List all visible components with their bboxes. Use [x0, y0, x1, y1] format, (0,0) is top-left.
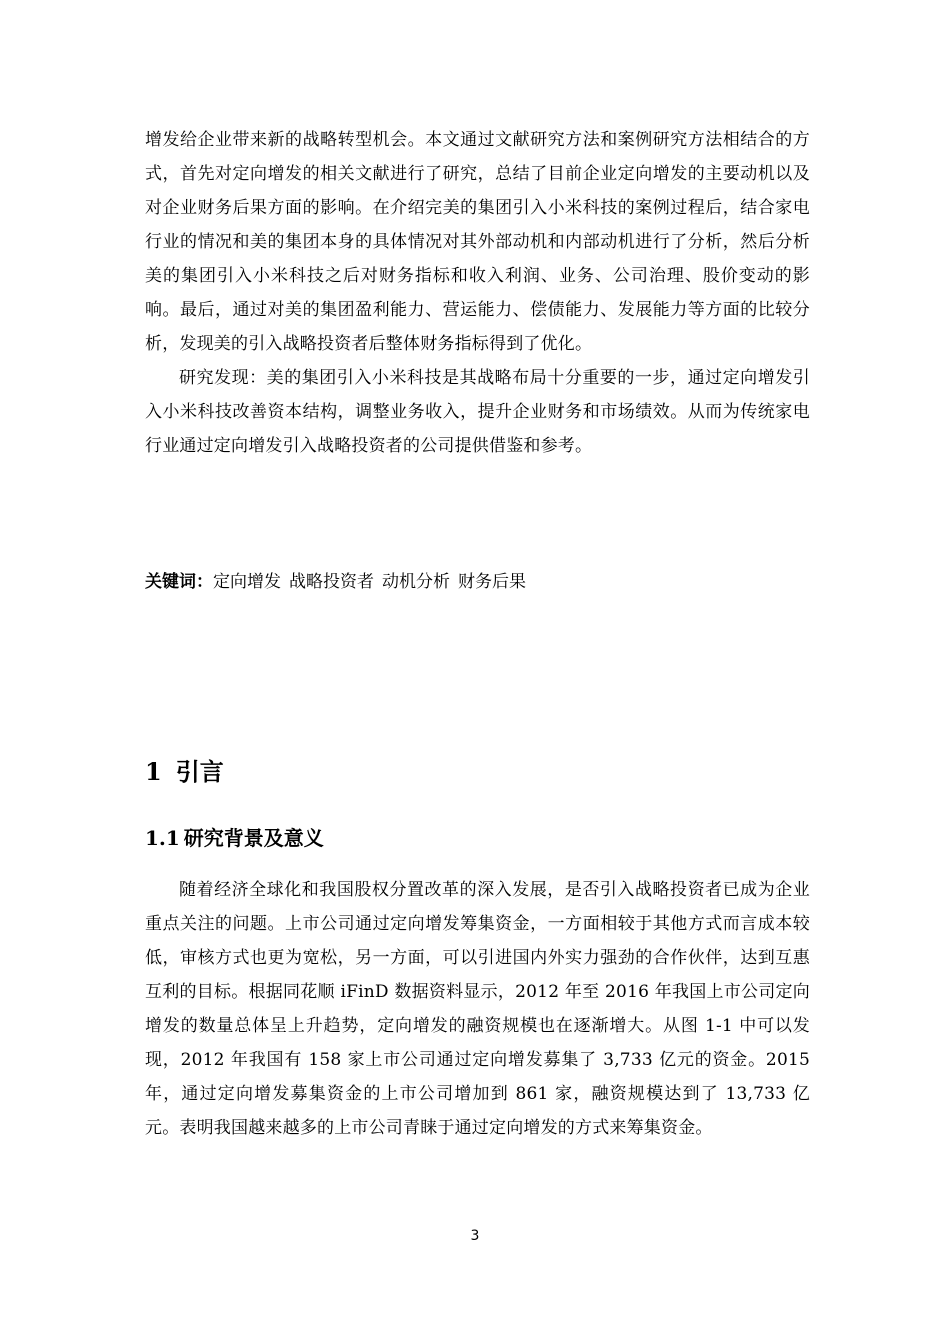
keyword-item: 动机分析: [382, 572, 450, 592]
section-number: 1.1: [145, 826, 180, 850]
keywords-line: [145, 565, 534, 599]
keyword-item: 定向增发: [213, 572, 281, 592]
keywords-label: 关键词：: [145, 572, 213, 592]
abstract-paragraph-1: 增发给企业带来新的战略转型机会。本文通过文献研究方法和案例研究方法相结合的方式，首先对定向增发的相关文献进行了研究，总结了目前企业定向增发的主要动机以及对企业财务后果方面的影响。在介绍完美的集团引入小米科技的案例过程后，结合家电行业的情况和美的集团本身的具体情况对其外部动机和内部动机进行了分析，然后分析美的集团引入小米科技之后对财务指标和收入利润、业务、公司治理、股价变动的影响。最后，通过对美的集团盈利能力、营运能力、偿债能力、发展能力等方面的比较分析，发现美的引入战略投资者后整体财务指标得到了优化。: [145, 130, 810, 354]
chapter-heading: [145, 752, 224, 792]
keyword-item: 战略投资者: [289, 572, 374, 592]
section-title: 研究背景及意义: [183, 826, 324, 850]
abstract-paragraph-2: 研究发现：美的集团引入小米科技是其战略布局十分重要的一步，通过定向增发引入小米科技改善资本结构，调整业务收入，提升企业财务和市场绩效。从而为传统家电行业通过定向增发引入战略投资者的公司提供借鉴和参考。: [145, 368, 810, 456]
keyword-item: 财务后果: [458, 572, 526, 592]
section-heading: [145, 820, 324, 856]
body-paragraph-1: 随着经济全球化和我国股权分置改革的深入发展，是否引入战略投资者已成为企业重点关注的问题。上市公司通过定向增发筹集资金，一方面相较于其他方式而言成本较低，审核方式也更为宽松，另一方面，可以引进国内外实力强劲的合作伙伴，达到互惠互利的目标。根据同花顺 iFinD 数据资料显示，2012 年至 2016 年我国上市公司定向增发的数量总体呈上升趋势，定向增发的融资规模也在逐渐增大。从图 1-1 中可以发现，2012 年我国有 158 家上市公司通过定向增发募集了 3,733 亿元的资金。2015 年，通过定向增发募集资金的上市公司增加到 861 家，融资规模达到了 13,733 亿元。表明我国越来越多的上市公司青睐于通过定向增发的方式来筹集资金。: [145, 880, 810, 1138]
page-number: 3: [470, 1228, 480, 1244]
chapter-number: 1: [145, 757, 162, 786]
chapter-title: 引言: [175, 758, 224, 786]
body-block: [145, 873, 810, 1145]
abstract-block: [145, 123, 810, 463]
